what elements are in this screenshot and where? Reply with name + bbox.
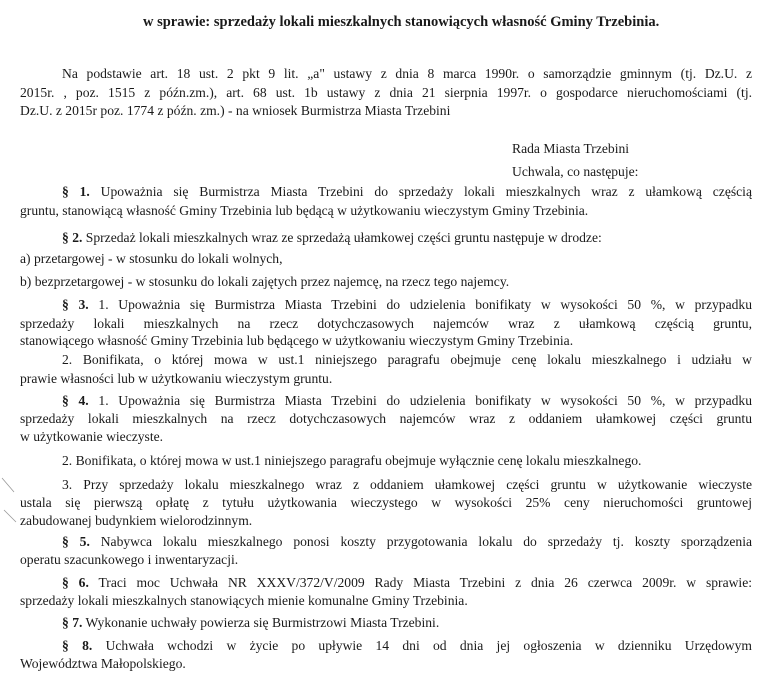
paragraph-1-text: Upoważnia się Burmistrza Miasta Trzebini do sprzedaży lokali mieszkalnych wraz z ułamkową częścią	[100, 184, 752, 199]
paragraph-8-text: Uchwała wchodzi w życie po upływie 14 dni od dnia jej ogłoszenia w dzienniku Urzędowym	[105, 638, 752, 653]
paragraph-5-line-1	[62, 534, 752, 550]
paragraph-4-point-2: 2. Bonifikata, o której mowa w ust.1 niniejszego paragrafu obejmuje wyłącznie cenę lokalu mieszkalnego.	[62, 453, 642, 468]
paragraph-2-item-a: a) przetargowej - w stosunku do lokali wolnych,	[20, 251, 283, 266]
paragraph-2-intro	[62, 230, 602, 246]
paragraph-1-line-2: gruntu, stanowiącą własność Gminy Trzebinia lub będącą w użytkowaniu wieczystym Gminy Trzebinia.	[20, 203, 589, 218]
paragraph-2-item-b: b) bezprzetargowej - w stosunku do lokali zajętych przez najemcę, na rzecz tego najemcy.	[20, 274, 510, 289]
paragraph-3-point-2-line-2: prawie własności lub w użytkowaniu wieczystym gruntu.	[20, 371, 333, 386]
paragraph-3-symbol: § 3.	[62, 297, 89, 312]
paragraph-7-symbol: § 7.	[62, 615, 83, 630]
paragraph-5-line-2: operatu szacunkowego i inwentaryzacji.	[20, 552, 239, 567]
paragraph-4-point-3-line-3: zabudowanej budynkiem wielorodzinnym.	[20, 513, 253, 528]
paragraph-5-symbol: § 5.	[62, 534, 90, 549]
document-title: w sprawie: sprzedaży lokali mieszkalnych stanowiących własność Gminy Trzebinia.	[143, 14, 660, 30]
paragraph-8-line-2: Województwa Małopolskiego.	[20, 656, 186, 671]
paragraph-2-text: Sprzedaż lokali mieszkalnych wraz ze sprzedażą ułamkowej części gruntu następuje w drodze:	[85, 230, 602, 245]
paragraph-6-line-2: sprzedaży lokali mieszkalnych stanowiących mienie komunalne Gminy Trzebinia.	[20, 593, 468, 608]
paragraph-6-symbol: § 6.	[62, 575, 89, 590]
preamble-line-3: Dz.U. z 2015r poz. 1774 z późn. zm.) - na wniosek Burmistrza Miasta Trzebini	[20, 103, 451, 118]
paragraph-8-symbol: § 8.	[62, 638, 93, 653]
margin-mark	[0, 470, 20, 540]
paragraph-2-symbol: § 2.	[62, 230, 83, 245]
paragraph-4-line-1	[62, 393, 752, 409]
paragraph-3-line-2: sprzedaży lokali mieszkalnych na rzecz dotychczasowych najemców wraz z ułamkową częścią gruntu,	[20, 316, 752, 331]
paragraph-6-line-1	[62, 575, 752, 591]
paragraph-1-symbol: § 1.	[62, 184, 90, 199]
paragraph-3-text: 1. Upoważnia się Burmistrza Miasta Trzebini do udzielenia bonifikaty w wysokości 50 %, w przypadku	[98, 297, 752, 312]
preamble-line-1: Na podstawie art. 18 ust. 2 pkt 9 lit. „a" ustawy z dnia 8 marca 1990r. o samorządzie gminnym (tj. Dz.U. z	[62, 66, 752, 81]
preamble-line-2: 2015r. , poz. 1515 z późn.zm.), art. 68 ust. 1b ustawy z dnia 21 sierpnia 1997r. o gospodarce nieruchomościami (tj.	[20, 85, 752, 100]
council-name: Rada Miasta Trzebini	[512, 141, 630, 156]
paragraph-8-line-1	[62, 638, 752, 654]
paragraph-3-point-2-line-1: 2. Bonifikata, o której mowa w ust.1 niniejszego paragrafu obejmuje cenę lokalu mieszkalnego i udziału w	[62, 352, 752, 367]
paragraph-4-text: 1. Upoważnia się Burmistrza Miasta Trzebini do udzielenia bonifikaty w wysokości 50 %, w przypadku	[98, 393, 752, 408]
paragraph-4-line-2: sprzedaży lokali mieszkalnych na rzecz dotychczasowych najemców wraz z oddaniem ułamkowej części gruntu	[20, 411, 752, 426]
paragraph-4-symbol: § 4.	[62, 393, 89, 408]
resolves-line: Uchwala, co następuje:	[512, 164, 639, 179]
paragraph-5-text: Nabywca lokalu mieszkalnego ponosi koszty przygotowania lokalu do sprzedaży tj. koszty sporządzenia	[100, 534, 752, 549]
paragraph-6-text: Traci moc Uchwała NR XXXV/372/V/2009 Rady Miasta Trzebini z dnia 26 czerwca 2009r. w sprawie:	[98, 575, 752, 590]
paragraph-7-text: Wykonanie uchwały powierza się Burmistrzowi Miasta Trzebini.	[85, 615, 440, 630]
paragraph-4-line-3: w użytkowanie wieczyste.	[20, 429, 164, 444]
paragraph-3-line-1	[62, 297, 752, 313]
paragraph-1-line-1	[62, 184, 752, 200]
paragraph-3-line-3: stanowiącego własność Gminy Trzebinia lub będącego w użytkowaniu wieczystym Gminy Trzebinia.	[20, 333, 574, 348]
paragraph-4-point-3-line-1: 3. Przy sprzedaży lokalu mieszkalnego wraz z oddaniem ułamkowej części gruntu w użytkowanie wieczyste	[62, 477, 752, 492]
paragraph-4-point-3-line-2: ustala się pierwszą opłatę z tytułu użytkowania wieczystego w wysokości 25% ceny nieruchomości gruntowej	[20, 495, 752, 510]
paragraph-7	[62, 615, 439, 631]
